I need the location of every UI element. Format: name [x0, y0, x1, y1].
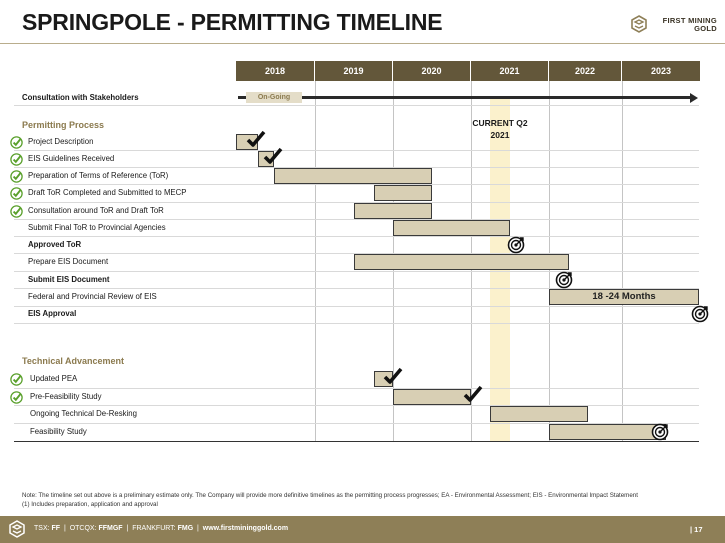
year-label-2022: 2022: [549, 61, 622, 81]
permitting-row-label: Project Description: [28, 137, 94, 146]
note-line-1: Note: The timeline set out above is a preliminary estimate only. The Company will provide more definitive timelines as the permitting process progresses; EA - Environmental Assessment; EIS - Environmental Impact Statement: [22, 492, 638, 499]
permitting-row-label: Preparation of Terms of Reference (ToR): [28, 171, 169, 180]
gantt-bar: [393, 389, 471, 405]
current-period-label: [470, 117, 530, 141]
milestone-target-icon: [555, 271, 573, 289]
year-label-2023: 2023: [650, 66, 672, 76]
row-divider: [14, 236, 699, 237]
gantt-bar: [354, 254, 569, 270]
row-divider: [14, 150, 699, 151]
milestone-target-icon: [507, 236, 525, 254]
table-bottom-rule: [14, 441, 699, 442]
note-line-2: (1) Includes preparation, application and approval: [22, 501, 158, 508]
consultation-arrow-line: [238, 96, 692, 99]
milestone-done-check-icon: [383, 367, 403, 385]
section-technical-advancement: Technical Advancement: [22, 356, 125, 366]
year-gridline: [315, 81, 316, 441]
permitting-row-label: Submit EIS Document: [28, 275, 110, 284]
page-title: SPRINGPOLE - PERMITTING TIMELINE: [22, 9, 443, 35]
permitting-row-label: EIS Guidelines Received: [28, 154, 115, 163]
technical-row-label: Pre-Feasibility Study: [30, 392, 102, 401]
completed-check-icon: [10, 136, 23, 149]
footer-ticker-info: TSX: FF | OTCQX: FFMGF | FRANKFURT: FMG | www.firstmininggold.com: [34, 525, 289, 532]
permitting-row-label: Approved ToR: [28, 240, 82, 249]
milestone-done-check-icon: [463, 385, 483, 403]
website-link[interactable]: www.firstmininggold.com: [202, 525, 289, 532]
title-divider: [0, 43, 725, 44]
permitting-row-label: Prepare EIS Document: [28, 257, 109, 266]
current-line-1: CURRENT Q2: [472, 118, 528, 128]
otc-label: OTCQX:: [69, 525, 97, 532]
completed-check-icon: [10, 205, 23, 218]
logo-line-2: GOLD: [694, 24, 717, 33]
gantt-bar: [490, 406, 588, 422]
current-line-2: 2021: [490, 130, 510, 140]
year-label-2019: 2019: [315, 61, 393, 81]
gantt-bar: [393, 220, 510, 236]
section-permitting-process: Permitting Process: [22, 120, 105, 130]
year-label-2021: 2021: [471, 61, 549, 81]
permitting-row-label: EIS Approval: [28, 309, 77, 318]
consultation-label: Consultation with Stakeholders: [22, 93, 139, 102]
technical-row-label: Feasibility Study: [30, 427, 87, 436]
permitting-row-label: Consultation around ToR and Draft ToR: [28, 206, 164, 215]
milestone-target-icon: [691, 305, 709, 323]
gantt-bar: [354, 203, 432, 219]
row-divider: [14, 219, 699, 220]
year-label-2018: 2018: [236, 61, 315, 81]
milestone-target-icon: [651, 423, 669, 441]
consultation-arrow-head-icon: [690, 93, 698, 103]
completed-check-icon: [10, 153, 23, 166]
completed-check-icon: [10, 373, 23, 386]
year-label-2020: 2020: [393, 61, 471, 81]
row-divider: [14, 388, 699, 389]
logo-line-1: FIRST MINING: [662, 16, 717, 25]
ongoing-badge: On-Going: [246, 92, 302, 103]
permitting-row-label: Draft ToR Completed and Submitted to MECP: [28, 188, 187, 197]
completed-check-icon: [10, 187, 23, 200]
gantt-bar: [274, 168, 432, 184]
milestone-done-check-icon: [246, 130, 266, 148]
frankfurt-label: FRANKFURT:: [132, 525, 176, 532]
row-divider: [14, 323, 699, 324]
page-number: | 17: [690, 525, 703, 534]
completed-check-icon: [10, 391, 23, 404]
logo-mark-icon: [631, 15, 647, 33]
frankfurt-symbol: FMG: [177, 525, 194, 532]
company-logo: [631, 15, 721, 37]
footer-logo-icon: [8, 520, 26, 538]
review-duration-label: 18 -24 Months: [592, 291, 656, 302]
permitting-row-label: Federal and Provincial Review of EIS: [28, 292, 157, 301]
footnotes: [22, 491, 638, 509]
milestone-done-check-icon: [263, 147, 283, 165]
row-divider: [14, 405, 699, 406]
row-divider: [14, 306, 699, 307]
permitting-row-label: Submit Final ToR to Provincial Agencies: [28, 223, 166, 232]
row-divider: [14, 105, 699, 106]
completed-check-icon: [10, 170, 23, 183]
row-divider: [14, 184, 699, 185]
tsx-label: TSX:: [34, 525, 50, 532]
tsx-symbol: FF: [51, 525, 61, 532]
otc-symbol: FFMGF: [98, 525, 123, 532]
technical-row-label: Updated PEA: [30, 374, 78, 383]
technical-row-label: Ongoing Technical De-Resking: [30, 409, 137, 418]
row-divider: [14, 271, 699, 272]
gantt-bar: [549, 424, 666, 440]
logo-text: [651, 17, 717, 33]
year-gridline: [622, 81, 623, 441]
gantt-bar: [374, 185, 432, 201]
